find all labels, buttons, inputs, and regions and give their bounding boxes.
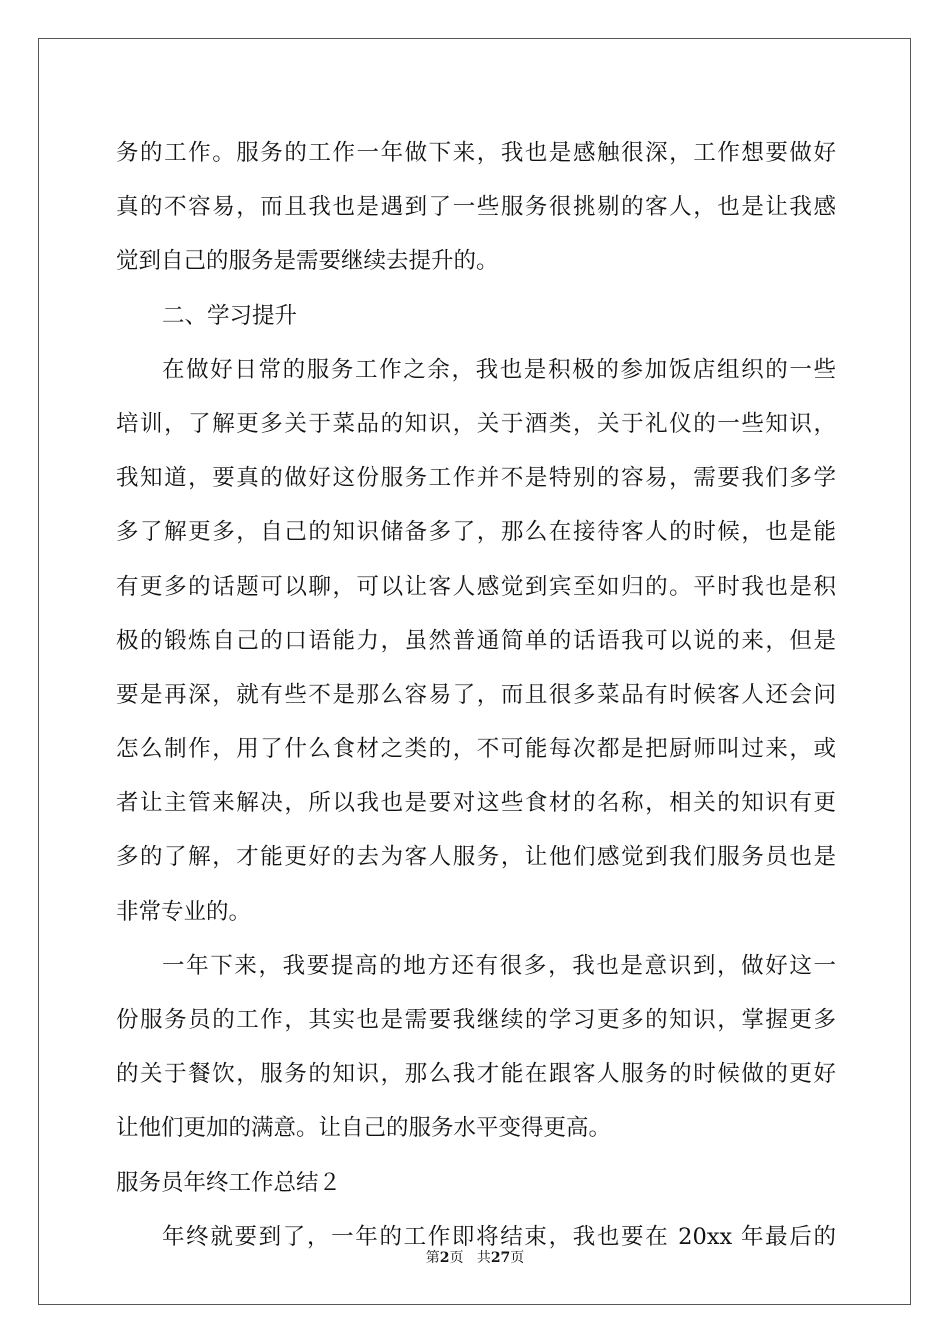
text-line: 非常专业的。 (116, 898, 252, 925)
text-line: 真的不容易，而且我也是遇到了一些服务很挑剔的客人，也是让我感 (116, 194, 836, 221)
text-line: 服务员年终工作总结２ (116, 1169, 342, 1196)
document-body (116, 126, 836, 1264)
text-line: 觉到自己的服务是需要继续去提升的。 (116, 248, 499, 275)
footer-page-number: 2 (439, 1250, 450, 1266)
footer-total-pages: 27 (490, 1250, 511, 1266)
text-line: 务的工作。服务的工作一年做下来，我也是感触很深，工作想要做好 (116, 140, 836, 166)
text-line: 多了解更多，自己的知识储备多了，那么在接待客人的时候，也是能 (116, 519, 836, 546)
text-line: 要是再深，就有些不是那么容易了，而且很多菜品有时候客人还会问 (116, 681, 836, 708)
text-line: 份服务员的工作，其实也是需要我继续的学习更多的知识，掌握更多 (116, 1007, 836, 1033)
text-line: 二、学习提升 (162, 302, 298, 329)
text-line: 极的锻炼自己的口语能力，虽然普通简单的话语我可以说的来，但是 (116, 627, 836, 654)
text-line: 年终就要到了，一年的工作即将结束，我也要在 20xx 年最后的 (162, 1223, 836, 1250)
text-line: 有更多的话题可以聊，可以让客人感觉到宾至如归的。平时我也是积 (116, 573, 836, 600)
text-line: 培训，了解更多关于菜品的知识，关于酒类，关于礼仪的一些知识， (116, 410, 836, 437)
text-line: 多的了解，才能更好的去为客人服务，让他们感觉到我们服务员也是 (116, 844, 836, 871)
text-line: 怎么制作，用了什么食材之类的，不可能每次都是把厨师叫过来，或 (116, 736, 836, 763)
text-line: 者让主管来解决，所以我也是要对这些食材的名称，相关的知识有更 (116, 790, 836, 817)
footer-total-suffix: 页 (510, 1250, 525, 1266)
text-line: 我知道，要真的做好这份服务工作并不是特别的容易，需要我们多学 (116, 465, 836, 492)
footer-total-prefix: 共 (476, 1250, 491, 1266)
footer-page-prefix: 第 (425, 1250, 440, 1266)
text-line: 的关于餐饮，服务的知识，那么我才能在跟客人服务的时候做的更好 (116, 1061, 836, 1088)
text-line: 让他们更加的满意。让自己的服务水平变得更高。 (116, 1115, 612, 1142)
text-line: 一年下来，我要提高的地方还有很多，我也是意识到，做好这一 (162, 952, 836, 979)
page-footer (0, 1247, 950, 1267)
footer-page-suffix: 页 (449, 1250, 464, 1266)
text-line: 在做好日常的服务工作之余，我也是积极的参加饭店组织的一些 (162, 356, 836, 383)
